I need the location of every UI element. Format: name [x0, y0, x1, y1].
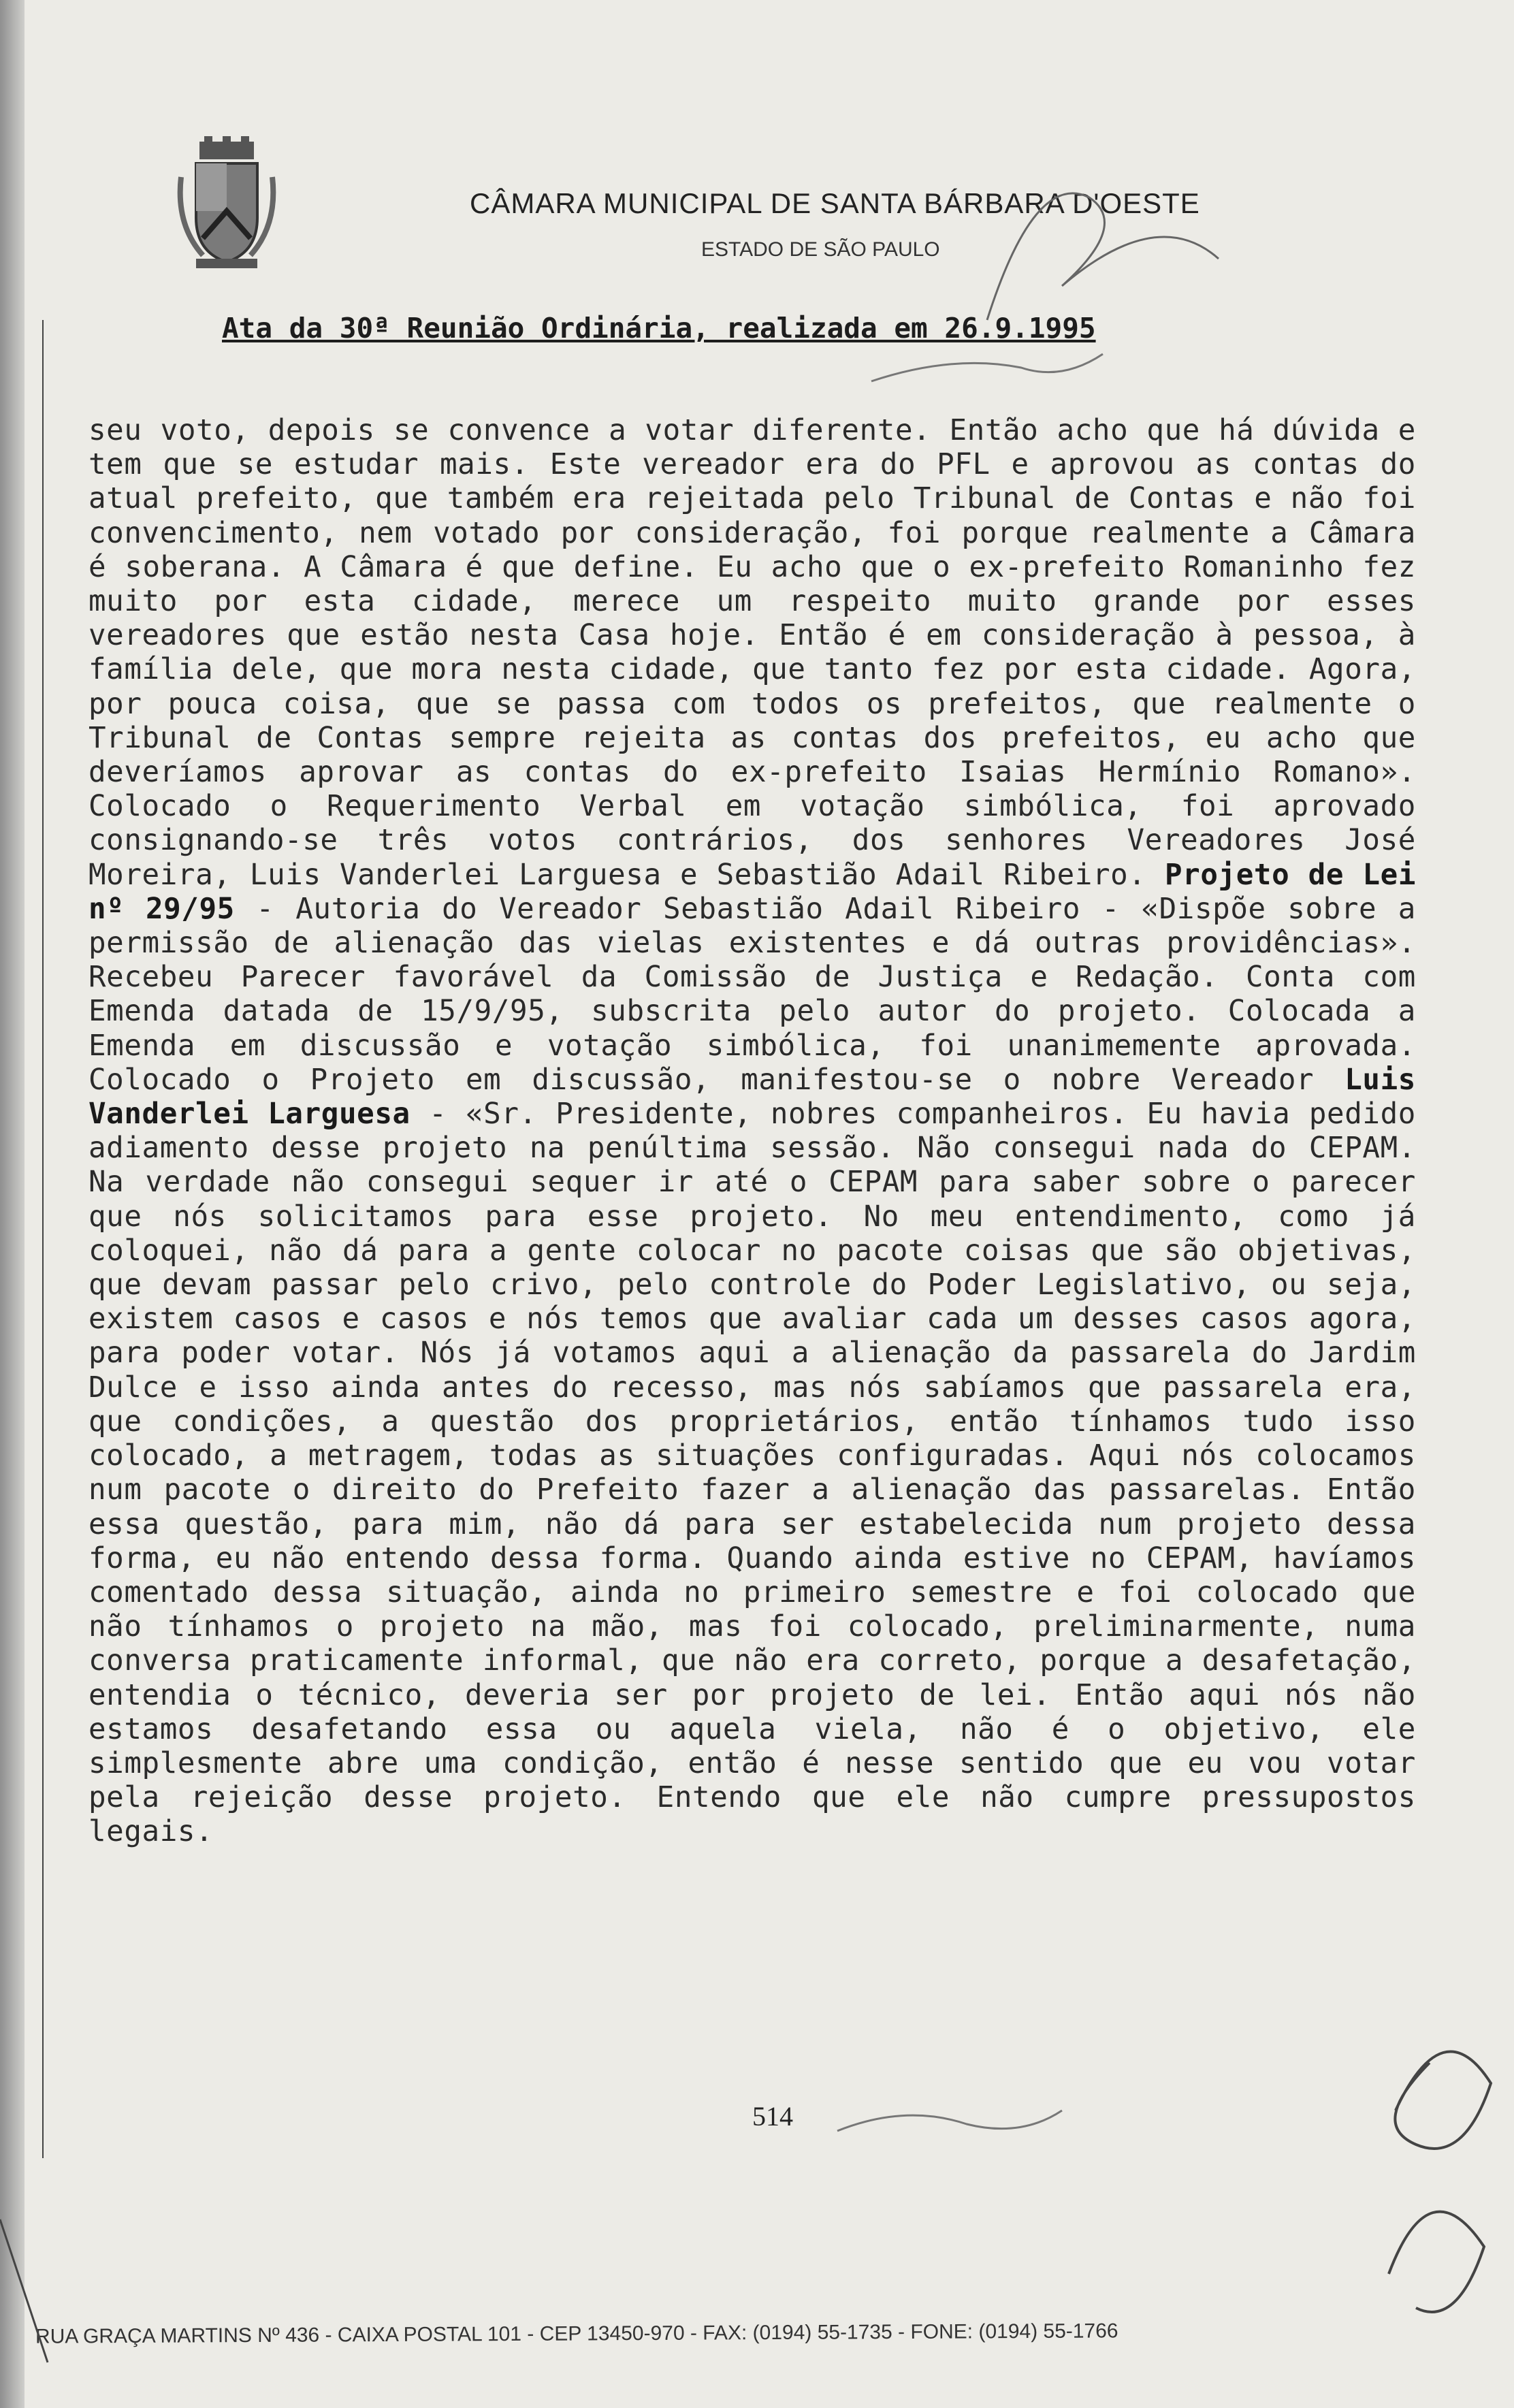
body-paragraph-2: - Autoria do Vereador Sebastião Adail Ribeiro - «Dispõe sobre a permissão de alienação das vielas existentes e dá outras providências». Recebeu Parecer favorável da Comissão de Justiça e Redação. Conta com Emenda datada de 15/9/95, subscrita pelo autor do projeto. Colocada a Emenda em discussão e votação simbólica, foi unanimemente aprovada. Colocado o Projeto em discussão, manifestou-se o nobre Vereador [88, 892, 1416, 1097]
signature-bottom-right [1395, 2051, 1491, 2149]
minutes-body [88, 414, 1416, 1850]
page-number: 514 [752, 2101, 793, 2132]
body-paragraph-3: - «Sr. Presidente, nobres companheiros. Eu havia pedido adiamento desse projeto na penúltima sessão. Não consegui nada do CEPAM. Na verdade não consegui sequer ir até o CEPAM para saber sobre o parecer que nós solicitamos para esse projeto. No meu entendimento, como já coloquei, não dá para a gente colocar no pacote coisas que são objetivas, que devam passar pelo crivo, pelo controle do Poder Legislativo, ou seja, existem casos e casos e nós temos que avaliar cada um desses casos agora, para poder votar. Nós já votamos aqui a alienação da passarela do Jardim Dulce e isso ainda antes do recesso, mas nós sabíamos que passarela era, que condições, a questão dos proprietários, então tínhamos tudo isso colocado, a metragem, todas as situações configuradas. Aqui nós colocamos num pacote o direito do Prefeito fazer a alienação das passarelas. Então essa questão, para mim, não dá para ser estabelecida num projeto dessa forma, eu não entendo dessa forma. Quando ainda estive no CEPAM, havíamos comentado dessa situação, ainda no primeiro semestre e foi colocado que não tínhamos o projeto na mão, mas foi colocado, preliminarmente, numa conversa praticamente informal, que não era correto, porque a desafetação, entendia o técnico, deveria ser por projeto de lei. Então aqui nós não estamos desafetando essa ou aquela viela, não é o objetivo, ele simplesmente abre uma condição, então é nesse sentido que eu vou votar pela rejeição desse projeto. Entendo que ele não cumpre pressupostos legais. [88, 1097, 1416, 1849]
body-paragraph-1: seu voto, depois se convence a votar diferente. Então acho que há dúvida e tem que se estudar mais. Este vereador era do PFL e aprovou as contas do atual prefeito, que também era rejeitada pelo Tribunal de Contas e não foi convencimento, nem votado por consideração, foi porque realmente a Câmara é soberana. A Câmara é que define. Eu acho que o ex-prefeito Romaninho fez muito por esta cidade, merece um respeito muito grande por esses vereadores que estão nesta Casa hoje. Então é em consideração à pessoa, à família dele, que mora nesta cidade, que tanto fez por esta cidade. Agora, por pouca coisa, que se passa com todos os prefeitos, que realmente o Tribunal de Contas sempre rejeita as contas dos prefeitos, eu acho que deveríamos aprovar as contas do ex-prefeito Isaias Hermínio Romano». Colocado o Requerimento Verbal em votação simbólica, foi aprovado consignando-se três votos contrários, dos senhores Vereadores José Moreira, Luis Vanderlei Larguesa e Sebastião Adail Ribeiro. [88, 414, 1416, 892]
scan-page-edge [0, 0, 25, 2408]
signature-bottom-center [837, 2110, 1062, 2131]
signature-middle [871, 354, 1103, 381]
chamber-name: CÂMARA MUNICIPAL DE SANTA BÁRBARA D'OESTE [470, 187, 1200, 219]
councilor-name: Luis Vanderlei Larguesa [88, 1063, 1416, 1131]
state-name: ESTADO DE SÃO PAULO [701, 238, 940, 261]
margin-line [42, 320, 44, 2158]
coat-of-arms-icon [176, 136, 278, 272]
signature-bottom-corner [1389, 2212, 1484, 2312]
address-footer: RUA GRAÇA MARTINS Nº 436 - CAIXA POSTAL 101 - CEP 13450-970 - FAX: (0194) 55-1735 - FONE: (0194) 55-1766 [35, 2319, 1118, 2348]
bill-title: Projeto de Lei nº 29/95 [88, 858, 1417, 926]
minutes-title: Ata da 30ª Reunião Ordinária, realizada em 26.9.1995 [222, 312, 1096, 344]
